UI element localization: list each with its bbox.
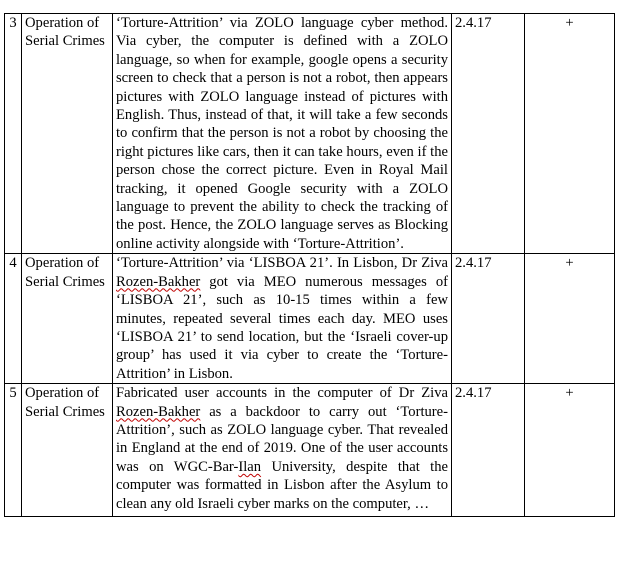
row-number: 3 xyxy=(5,14,22,254)
row-mark: + xyxy=(525,384,615,517)
description-text: as a backdoor to carry out ‘Torture-Attrition’, such as ZOLO language cyber. That revealed in England at the end of 2019. One of the user accounts was on WGC-Bar- xyxy=(116,403,448,475)
description-text: ‘Torture-Attrition’ via ZOLO language cyber method. Via cyber, the computer is defined with a ZOLO language, so when for example, google opens a security screen to check that a person is not a robot, then appears pictures with ZOLO language instead of pictures with English. Thus, instead of that, it will take a few seconds to confirm that the person is not a robot by choosing the right pictures like cars, then it can take hours, even if the person chose the correct picture. Even in Royal Mail tracking, it opened Google security with a ZOLO language to prevent the ability to check the tracking of the post. Hence, the ZOLO language serves as Blocking online activity alongside with ‘Torture-Attrition’. xyxy=(116,15,448,252)
row-category: Operation of Serial Crimes xyxy=(22,384,113,517)
row-category: Operation of Serial Crimes xyxy=(22,254,113,384)
description-text: University, despite that the computer was formatted in Lisbon after the Asylum to clean any old Israeli cyber marks on the computer, … xyxy=(116,458,448,512)
row-number: 5 xyxy=(5,384,22,517)
row-description xyxy=(113,384,452,517)
row-mark: + xyxy=(525,14,615,254)
spellcheck-flagged-word: Ilan xyxy=(238,458,262,475)
row-reference: 2.4.17 xyxy=(452,384,525,517)
description-text: ‘Torture-Attrition’ via ‘LISBOA 21’. In Lisbon, Dr Ziva xyxy=(116,255,448,272)
row-number: 4 xyxy=(5,254,22,384)
row-description xyxy=(113,254,452,384)
crimes-table xyxy=(4,13,615,517)
row-reference: 2.4.17 xyxy=(452,254,525,384)
table-row xyxy=(5,384,615,517)
description-text: got via MEO numerous messages of ‘LISBOA 21’, such as 10-15 times within a few minutes, repeated several times each day. MEO uses ‘LISBOA 21’ to send location, but the ‘Israeli cover-up group’ has used it via cyber to create the ‘Torture-Attrition’ in Lisbon. xyxy=(116,273,448,382)
description-clip xyxy=(116,384,448,516)
table-row xyxy=(5,14,615,254)
row-category: Operation of Serial Crimes xyxy=(22,14,113,254)
row-mark: + xyxy=(525,254,615,384)
spellcheck-flagged-word: Rozen-Bakher xyxy=(116,273,201,290)
row-reference: 2.4.17 xyxy=(452,14,525,254)
row-description xyxy=(113,14,452,254)
description-text: Fabricated user accounts in the computer of Dr Ziva xyxy=(116,385,448,402)
spellcheck-flagged-word: Rozen-Bakher xyxy=(116,403,201,420)
table-row xyxy=(5,254,615,384)
